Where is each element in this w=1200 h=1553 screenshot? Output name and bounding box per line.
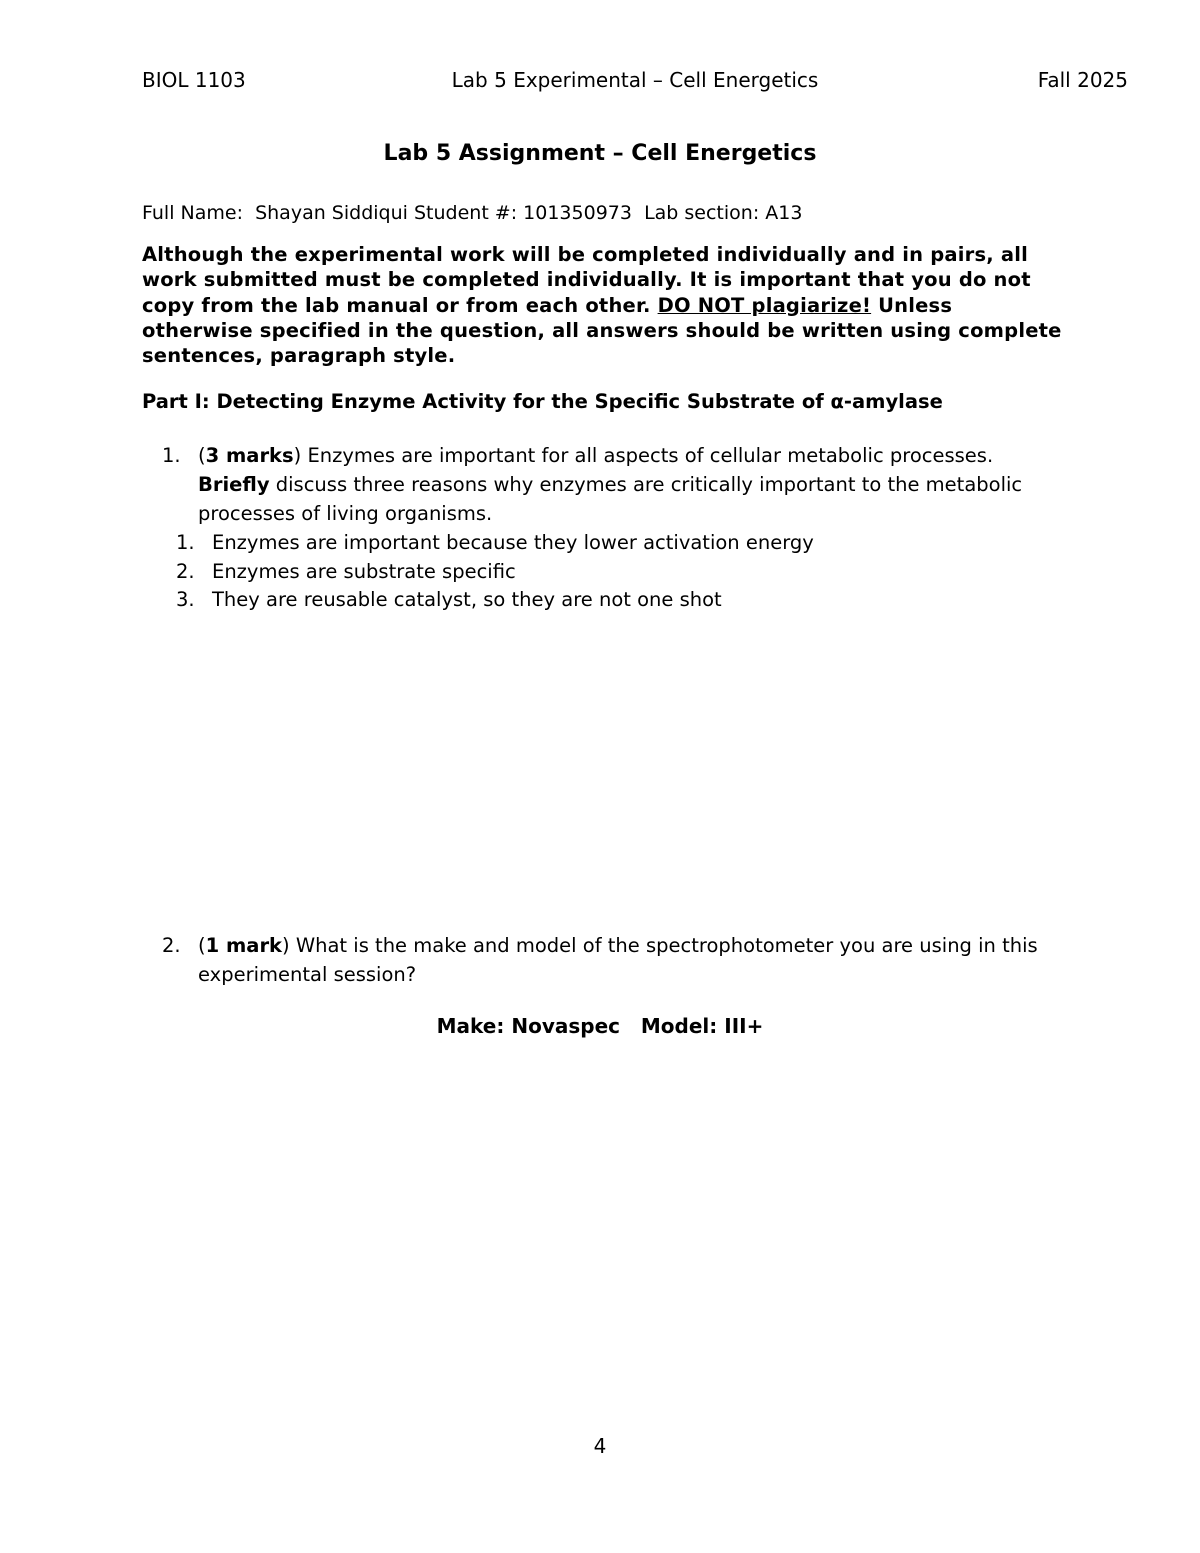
answer-item [176,529,814,558]
question-1 [162,441,1062,528]
model-label: Model: [640,1014,718,1038]
make-value: Novaspec [511,1014,620,1038]
page-header [142,68,1128,98]
answer-text: Enzymes are important because they lower activation energy [212,531,814,554]
part-heading: Part I: Detecting Enzyme Activity for the Specific Substrate of α-amylase [142,390,943,413]
question-marks: 1 mark [205,934,283,957]
page-number: 4 [593,1434,607,1458]
model-value: III+ [724,1014,764,1038]
answer-text: Enzymes are substrate specific [212,559,516,583]
student-info [142,202,802,224]
answer-item [176,586,814,615]
lab-section-label: Lab section: [644,202,760,224]
lab-section-value: A13 [765,202,803,224]
question-number: 2. [162,934,181,957]
question-text: ) Enzymes are important for all aspects of cellular metabolic processes. [293,444,994,467]
assignment-title: Lab 5 Assignment – Cell Energetics [383,141,817,166]
lab-title: Lab 5 Experimental – Cell Energetics [451,68,819,92]
name-value: Shayan Siddiqui [255,202,408,224]
question-emphasis: Briefly [198,473,270,496]
answer-number: 2. [176,559,195,583]
term: Fall 2025 [1037,68,1128,92]
answer-number: 1. [176,531,195,554]
question-2 [162,931,1062,989]
answer-list-q1 [176,529,814,615]
answer-item [176,558,814,587]
name-label: Full Name: [142,202,243,224]
course-code: BIOL 1103 [142,68,246,92]
question-marks: 3 marks [205,444,294,467]
plagiarism-notice [142,242,1062,368]
student-number-label: Student #: [413,202,518,224]
notice-text-1: Although the experimental work will be completed individually and in pairs, all work submitted must be completed individually. It is important that you do not copy from the lab manual or from each other. [142,243,1031,317]
question-number: 1. [162,444,181,467]
answer-text: They are reusable catalyst, so they are not one shot [212,588,722,611]
question-text-cont: discuss three reasons why enzymes are critically important to the metabolic processes of living organisms. [198,473,1023,525]
open-paren: ( [198,934,206,957]
open-paren: ( [198,444,206,467]
answer-number: 3. [176,588,195,611]
student-number-value: 101350973 [523,202,632,224]
notice-text-2: Unless otherwise specified in the question, all answers should be written using complete sentences, paragraph style. [142,293,1062,368]
notice-underlined: DO NOT plagiarize! [657,293,872,317]
make-label: Make: [436,1014,505,1038]
answer-q2 [0,1014,1200,1038]
question-text: ) What is the make and model of the spectrophotometer you are using in this experimental session? [198,934,1038,986]
